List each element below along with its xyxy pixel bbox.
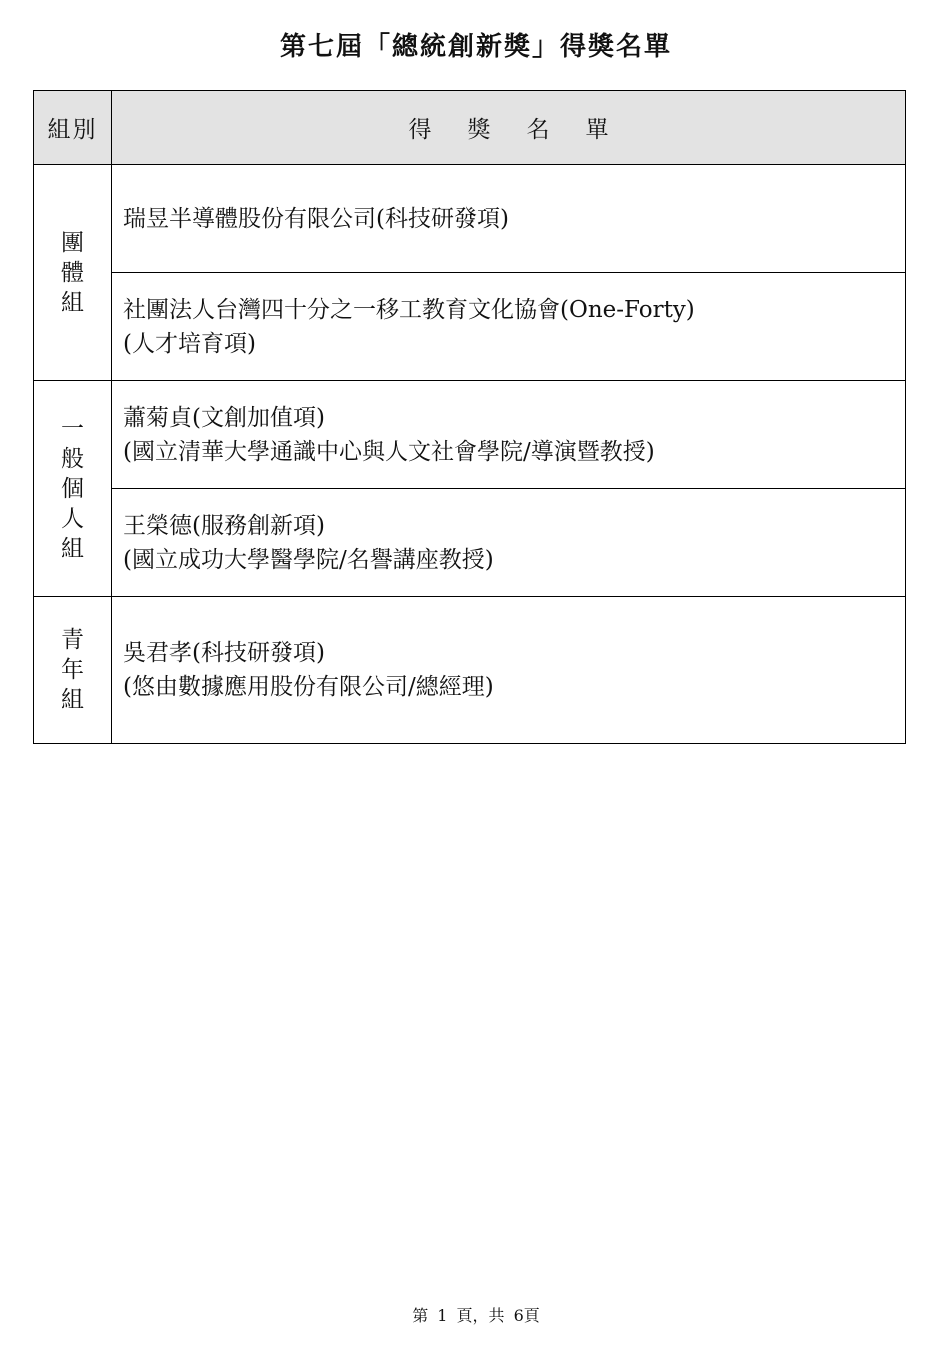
table-row	[34, 273, 906, 381]
group-label-individual	[34, 381, 112, 597]
group-label-char: 個	[61, 475, 84, 502]
group-label-char: 年	[61, 657, 84, 683]
entry-line: (人才培育項)	[123, 330, 256, 357]
entry-line: (國立成功大學醫學院/名譽講座教授)	[123, 546, 494, 573]
entry-line: 吳君孝(科技研發項)	[123, 640, 325, 666]
table-row	[34, 381, 906, 489]
header-award-list: 得獎名單	[112, 91, 906, 165]
group-label-char: 體	[61, 259, 84, 286]
award-entry	[112, 165, 906, 273]
table-row	[34, 165, 906, 273]
entry-line: 王榮德(服務創新項)	[123, 512, 325, 539]
group-label-team	[34, 165, 112, 381]
group-label-char: 般	[61, 445, 84, 472]
group-label-char: 組	[61, 687, 84, 713]
entry-line: 瑞昱半導體股份有限公司(科技研發項)	[123, 205, 509, 232]
award-entry	[112, 489, 906, 597]
header-group: 組別	[34, 91, 112, 165]
entry-line: 社團法人台灣四十分之一移工教育文化協會(One-Forty)	[123, 296, 695, 323]
table-header-row	[34, 91, 906, 165]
award-entry	[112, 381, 906, 489]
group-label-char: 組	[61, 289, 84, 316]
award-entry	[112, 597, 906, 744]
group-label-char: 一	[61, 415, 84, 442]
entry-line: (悠由數據應用股份有限公司/總經理)	[123, 674, 494, 700]
group-label-char: 人	[61, 505, 84, 532]
group-label-char: 團	[61, 229, 84, 256]
group-label-char: 組	[61, 535, 84, 562]
group-label-char: 青	[61, 627, 84, 653]
entry-line: 蕭菊貞(文創加值項)	[123, 404, 325, 431]
group-label-youth	[34, 597, 112, 744]
table-row	[34, 489, 906, 597]
table-row	[34, 597, 906, 744]
awards-table	[33, 90, 906, 744]
entry-line: (國立清華大學通識中心與人文社會學院/導演暨教授)	[123, 438, 655, 465]
page-number: 第 1 頁，共 6頁	[412, 1306, 540, 1325]
award-entry	[112, 273, 906, 381]
document-title: 第七屆「總統創新獎」得獎名單	[279, 32, 672, 62]
